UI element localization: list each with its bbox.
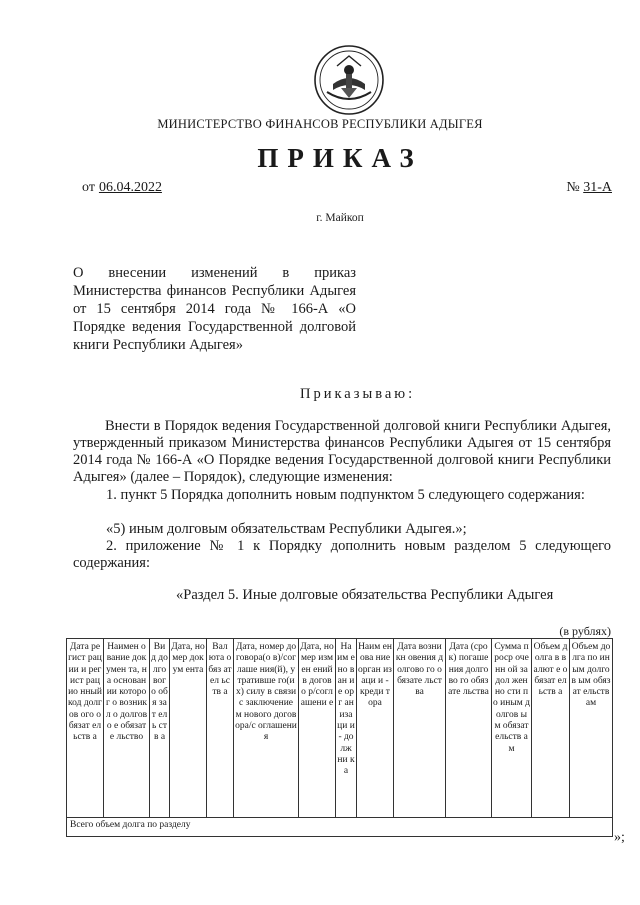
paragraph-1: Внести в Порядок ведения Государственной долговой книги Республики Адыгея, утвержденный приказом Министерства финансов Республики Адыгея от 15 сентября 2014 года № 166-А «О Порядке ведения Государственной долговой книги Республики Адыгея» (далее – Порядок), следующие изменения:: [73, 418, 611, 485]
table-total-row: [67, 818, 613, 837]
orders-word: Приказываю:: [300, 386, 416, 402]
paragraph-4: 2. приложение № 1 к Порядку дополнить новым разделом 5 следующего содержания:: [73, 538, 611, 571]
paragraph-3: «5) иным долговым обязательствам Республики Адыгея.»;: [106, 521, 467, 537]
ministry-name: МИНИСТЕРСТВО ФИНАНСОВ РЕСПУБЛИКИ АДЫГЕЯ: [157, 117, 483, 131]
table-header-cell: Дата возникн овения долгово го обязате льства: [394, 639, 446, 818]
table-header-cell: Сумма проср оченн ой задол женно сти по иным долгов ым обязат ельств ам: [492, 639, 532, 818]
section-title: «Раздел 5. Иные долговые обязательства Республики Адыгея: [176, 587, 554, 603]
units-note: (в рублях): [559, 624, 611, 638]
closing-quote: »;: [614, 830, 625, 845]
table-header-cell: Ви д до лго вог о обя зат ель ств а: [150, 639, 170, 818]
table-header-cell: Дата, номер договора(о в)/соглаше ния(й), утративше го(их) силу в связи с заключение м нового договора/с оглашения: [234, 639, 299, 818]
table-header-cell: Объем долга в валют е обязат ельств а: [532, 639, 570, 818]
total-label: Всего объем долга по разделу: [67, 818, 613, 837]
date-value: 06.04.2022: [98, 180, 162, 195]
table-header-row: [67, 639, 613, 818]
order-subject: О внесении изменений в приказ Министерства финансов Республики Адыгея от 15 сентября 2014 года № 166-А «О Порядке ведения Государственной долговой книги Республики Адыгея»: [73, 265, 356, 353]
city: г. Майкоп: [316, 212, 364, 224]
table-header-cell: Наим енова ние орган изаци и - креди тора: [357, 639, 394, 818]
table-header-cell: Дата, номер измен ений в догово р/согл ашени е: [299, 639, 336, 818]
paragraph-2: 1. пункт 5 Порядка дополнить новым подпунктом 5 следующего содержания:: [106, 487, 585, 503]
number-prefix: №: [566, 180, 580, 195]
table-header-cell: Вал юта обяз ател ьств а: [207, 639, 234, 818]
table-header-cell: Дата (срок) погаше ния долгово го обязате льства: [446, 639, 492, 818]
order-date: [82, 180, 162, 196]
coat-of-arms-icon: [313, 44, 385, 116]
page-title: ПРИКАЗ: [257, 143, 423, 173]
table-header-cell: Объем долга по иным долгов ым обязат ельств ам: [570, 639, 613, 818]
table-header-cell: Наимен ование докумен та, на основан ии которог о возникл о долгово е обязате льство: [104, 639, 150, 818]
order-number: [566, 180, 612, 196]
number-value: 31-А: [583, 180, 612, 195]
table-header-cell: Дата, номер докум ента: [170, 639, 207, 818]
date-prefix: от: [82, 180, 95, 195]
table-header-cell: Дата регист рации и регист рацио нный код долгов ого обязат ельств а: [67, 639, 104, 818]
table-header-cell: На им ено ван ие орг ан иза ци и - до лж ни ка: [336, 639, 357, 818]
debt-table: [66, 638, 613, 837]
